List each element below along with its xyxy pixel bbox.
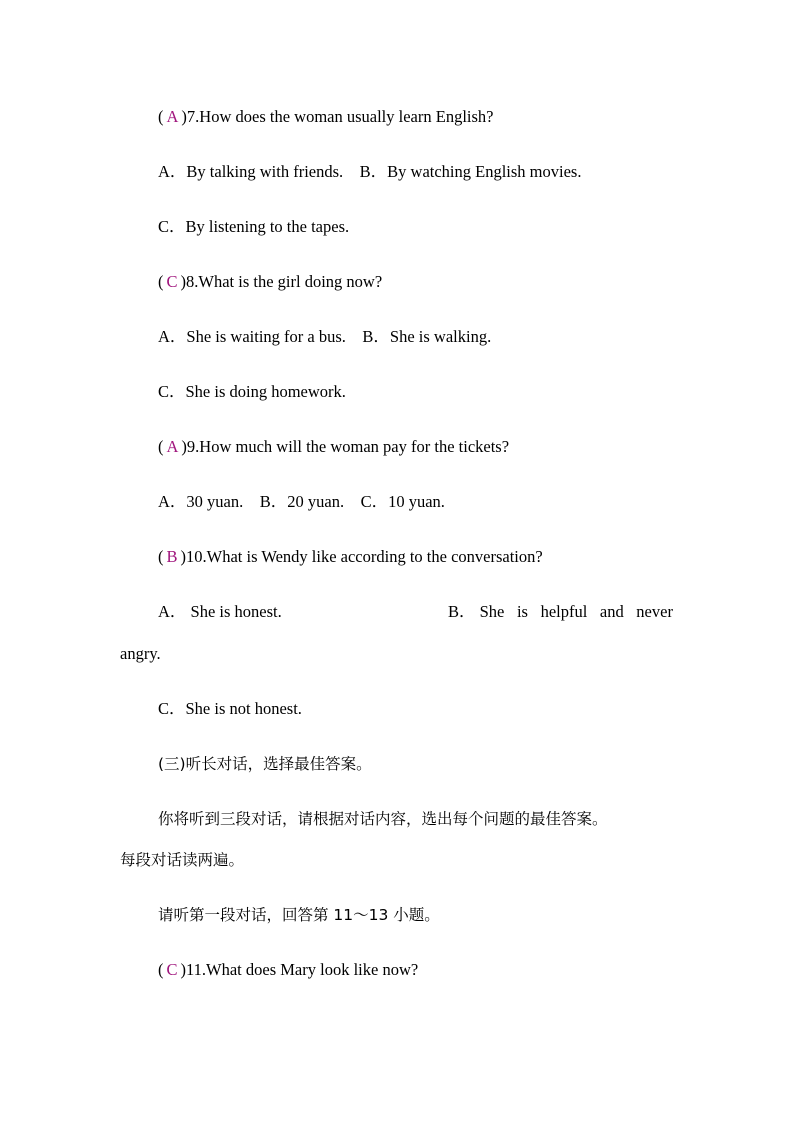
question-9	[158, 436, 509, 458]
question-stem: 7.How does the woman usually learn English?	[186, 107, 494, 126]
dialogue-1-instructions: 请听第一段对话，回答第 11～13 小题。	[158, 906, 440, 924]
answer-letter: A	[166, 107, 179, 126]
q8-options-ab: A．She is waiting for a bus. B．She is walking.	[158, 327, 492, 346]
section-3-title: (三)听长对话，选择最佳答案。	[158, 755, 372, 773]
option-word: helpful	[540, 602, 588, 621]
paren-close: )	[180, 547, 187, 566]
answer-letter: C	[166, 272, 178, 291]
option-word: B． She	[448, 602, 505, 621]
answer-letter: B	[166, 547, 178, 566]
paren-close: )	[181, 437, 187, 456]
q7-option-c: C．By listening to the tapes.	[158, 217, 350, 236]
paren-open: (	[158, 547, 164, 566]
q10-option-b	[448, 601, 673, 623]
question-stem: 10.What is Wendy like according to the conversation?	[186, 547, 543, 566]
question-7	[158, 106, 494, 128]
paren-open: (	[158, 107, 164, 126]
paren-open: (	[158, 960, 164, 979]
section-3-instructions-line-2: 每段对话读两遍。	[120, 851, 245, 869]
question-11	[158, 959, 418, 981]
q10-option-b-wrap: angry.	[120, 644, 161, 663]
section-3-instructions-line-1: 你将听到三段对话，请根据对话内容，选出每个问题的最佳答案。	[158, 810, 608, 828]
q10-option-a: A． She is honest.	[158, 602, 282, 621]
q8-option-c: C．She is doing homework.	[158, 382, 346, 401]
q9-options-abc: A．30 yuan. B．20 yuan. C．10 yuan.	[158, 492, 445, 511]
paren-close: )	[181, 107, 187, 126]
q10-option-c: C．She is not honest.	[158, 699, 302, 718]
question-stem: 9.How much will the woman pay for the tickets?	[186, 437, 510, 456]
paren-open: (	[158, 272, 164, 291]
question-10	[158, 546, 543, 568]
q7-options-ab: A．By talking with friends. B．By watching English movies.	[158, 162, 582, 181]
option-word: never	[636, 602, 673, 621]
question-stem: 8.What is the girl doing now?	[186, 272, 383, 291]
answer-letter: C	[166, 960, 178, 979]
paren-close: )	[180, 960, 187, 979]
paren-close: )	[180, 272, 187, 291]
question-stem: 11.What does Mary look like now?	[186, 960, 419, 979]
option-word: and	[599, 602, 624, 621]
option-word: is	[516, 602, 528, 621]
paren-open: (	[158, 437, 164, 456]
question-8	[158, 271, 382, 293]
answer-letter: A	[166, 437, 179, 456]
